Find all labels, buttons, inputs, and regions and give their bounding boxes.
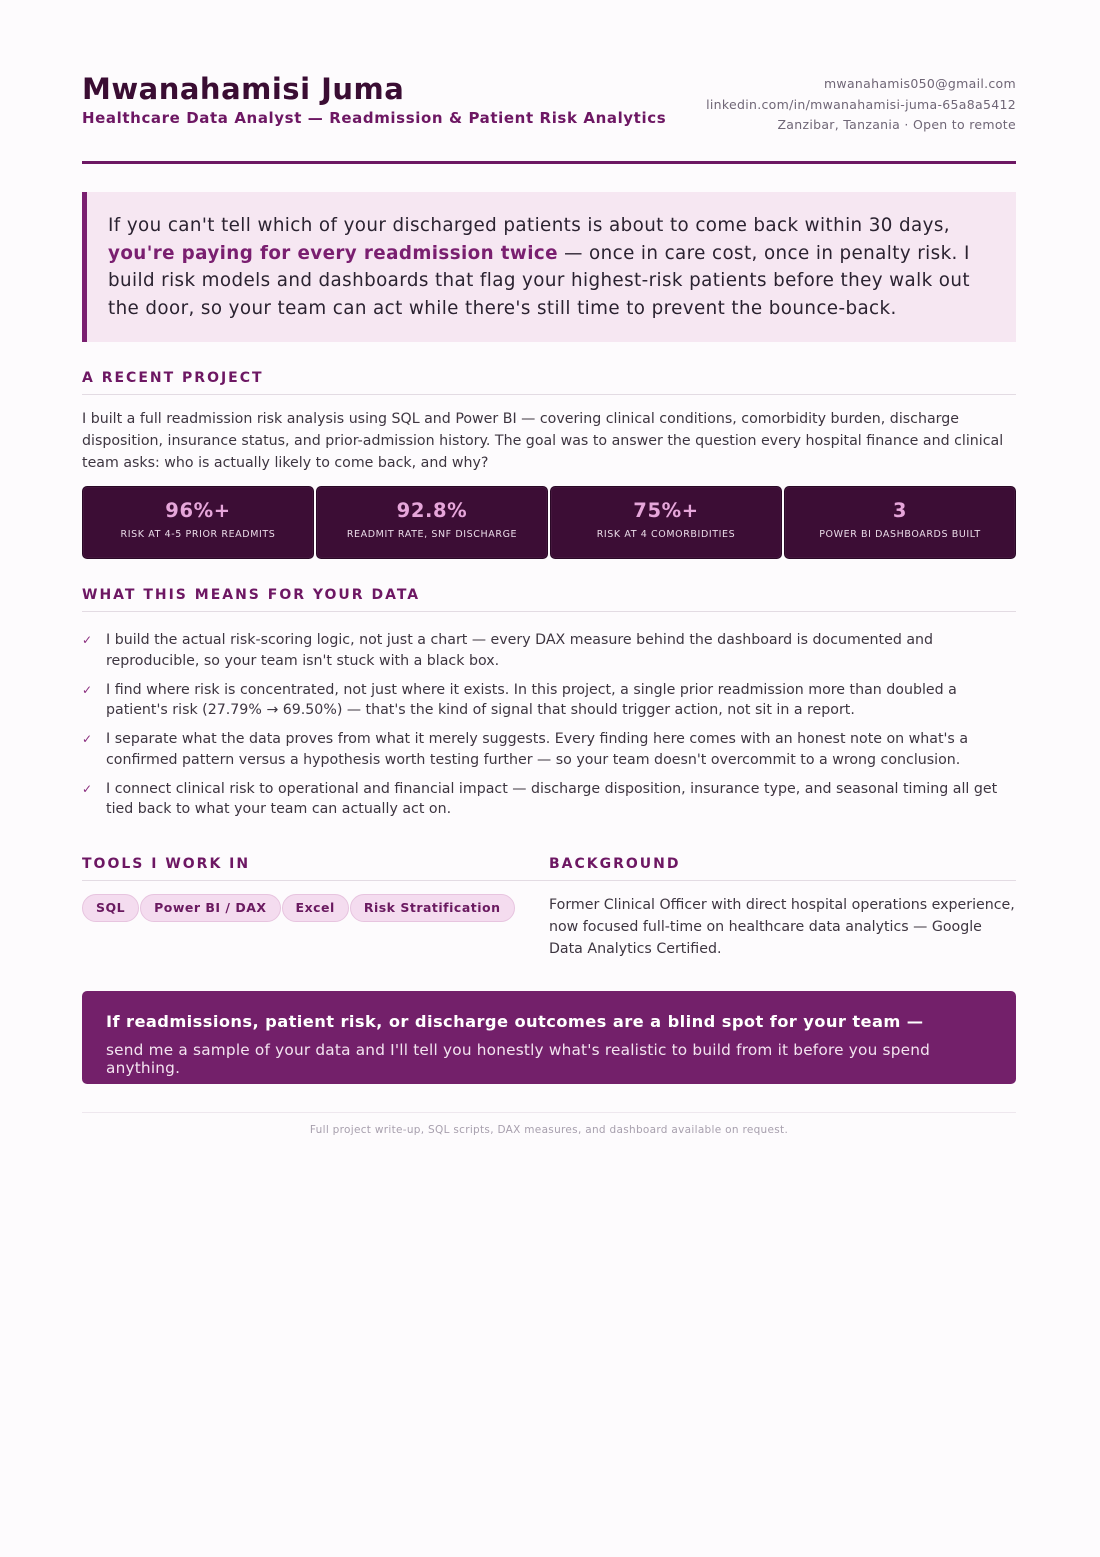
hook-rest: — once in care cost, once in penalty risk. I build risk models and dashboards that flag your highest-risk patients before they walk out the door, so your team can act while there's still time to prevent the bounce-back. [108,242,970,319]
check-icon: ✓ [82,633,93,647]
email-link[interactable]: mwanahamis050@gmail.com [823,76,1016,91]
list-item [82,779,1016,820]
candidate-headline: Healthcare Data Analyst — Readmission & Patient Risk Analytics [82,109,667,127]
hook-text [108,212,992,322]
cta-subtext: send me a sample of your data and I'll tell you honestly what's realistic to build from it before you spend anything. [106,1041,931,1077]
cta-headline: If readmissions, patient risk, or discharge outcomes are a blind spot for your team — [106,1012,924,1031]
hook-lead: If you can't tell which of your discharged patients is about to come back within 30 days, [108,215,950,236]
list-item-text: I separate what the data proves from what it merely suggests. Every finding here comes with an honest note on what's a confirmed pattern versus a hypothesis worth testing further — so your team doesn't overcommit to a wrong conclusion. [106,731,969,768]
section-title-meaning: WHAT THIS MEANS FOR YOUR DATA [82,587,421,603]
contact-block [706,74,1016,136]
stat-card [550,486,782,559]
hook-callout [82,192,1016,342]
hook-emphasis: you're paying for every readmission twice [108,242,558,264]
section-divider [82,880,1016,881]
section-title-project: A RECENT PROJECT [82,370,264,386]
stat-card [316,486,548,559]
list-item-text: I find where risk is concentrated, not just where it exists. In this project, a single prior readmission more than doubled a patient's risk (27.79% → 69.50%) — that's the kind of signal that should trigger action, not sit in a report. [106,681,957,718]
list-item [82,729,1016,770]
stat-label: POWER BI DASHBOARDS BUILT [819,529,981,540]
tool-tag: SQL [82,894,139,922]
tool-tag: Power BI / DAX [140,894,280,922]
stat-label: RISK AT 4-5 PRIOR READMITS [120,529,276,540]
project-description: I built a full readmission risk analysis using SQL and Power BI — covering clinical conditions, comorbidity burden, discharge disposition, insurance status, and prior-admission history. The goal was to answer the question every hospital finance and clinical team asks: who is actually likely to come back, and why? [82,411,1004,472]
tools-tags [82,894,516,922]
section-title-tools: TOOLS I WORK IN [82,856,251,872]
header [82,70,1016,164]
linkedin-link[interactable]: linkedin.com/in/mwanahamisi-juma-65a8a5412 [706,96,1016,112]
stats-row [82,486,1016,559]
background-text: Former Clinical Officer with direct hospital operations experience, now focused full-time on healthcare data analytics — Google Data Analytics Certified. [549,897,1015,958]
check-icon: ✓ [82,732,93,746]
tool-tag: Excel [282,894,349,922]
value-list [82,630,1016,828]
list-item [82,680,1016,721]
list-item-text: I build the actual risk-scoring logic, not just a chart — every DAX measure behind the dashboard is documented and reproducible, so your team isn't stuck with a black box. [106,632,934,669]
section-title-background: BACKGROUND [549,856,681,872]
check-icon: ✓ [82,682,93,697]
list-item [82,630,1016,671]
stat-card [82,486,314,559]
tool-tag: Risk Stratification [350,894,515,922]
candidate-name: Mwanahamisi Juma [82,72,405,106]
section-divider [82,611,1016,612]
list-item-text: I connect clinical risk to operational and financial impact — discharge disposition, insurance type, and seasonal timing all get tied back to what your team can actually act on. [106,780,998,817]
stat-value: 92.8% [396,499,468,522]
stat-value: 96%+ [165,499,231,522]
header-divider [82,161,1016,164]
stat-value: 3 [892,499,908,522]
section-divider [82,394,1016,395]
call-to-action [82,991,1016,1084]
stat-label: READMIT RATE, SNF DISCHARGE [346,529,518,540]
stat-label: RISK AT 4 COMORBIDITIES [596,529,736,540]
footer-divider [82,1112,1016,1113]
stat-card [784,486,1016,559]
stat-value: 75%+ [633,499,699,522]
location-text: Zanzibar, Tanzania · Open to remote [777,117,1016,132]
footer-note: Full project write-up, SQL scripts, DAX measures, and dashboard available on request. [309,1124,789,1136]
check-icon: ✓ [82,781,93,796]
